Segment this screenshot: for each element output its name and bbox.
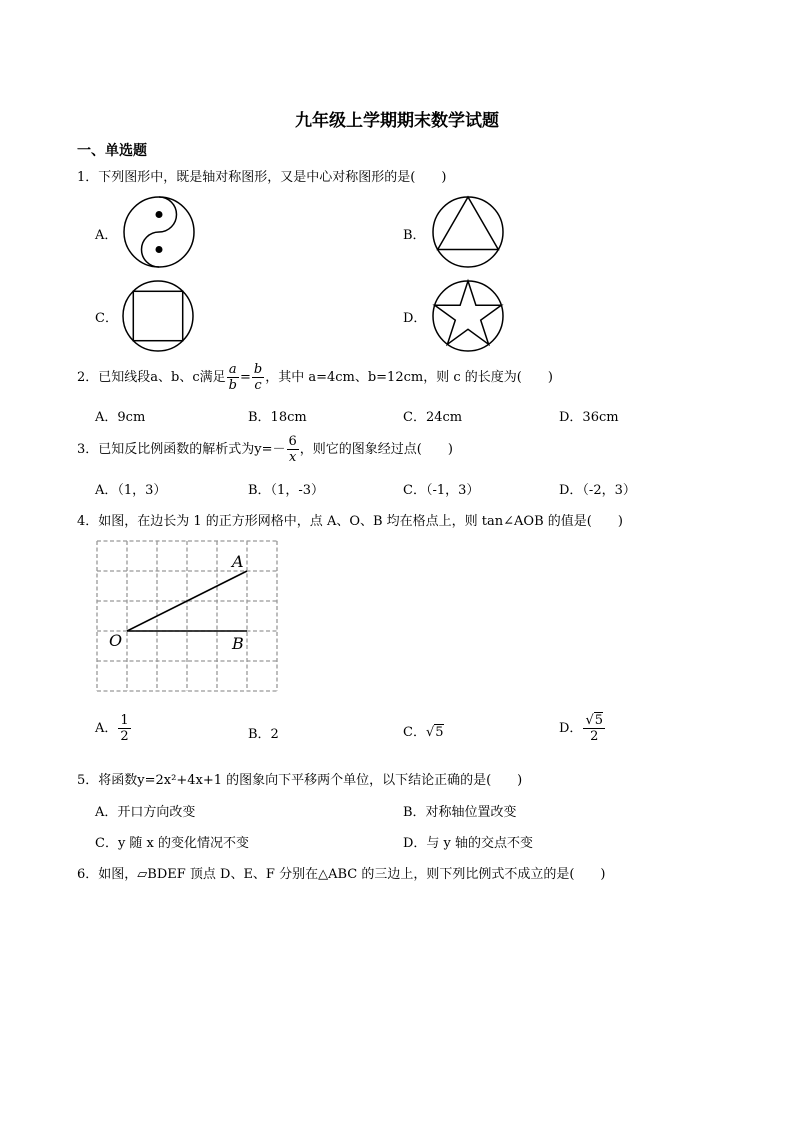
q3-option-d: D．（-2，3） (559, 483, 636, 498)
q5-option-a: A．开口方向改变 (95, 805, 196, 820)
q4-option-a-label: A． (95, 721, 118, 736)
q4d-radicand: 5 (594, 713, 604, 728)
q3-stem-end: ，则它的图象经过点( ) (299, 442, 453, 457)
q4-option-a (95, 711, 132, 747)
q2-frac2-denominator: c (254, 378, 262, 393)
star-in-circle-icon (431, 279, 505, 353)
q2-option-d: D．36cm (559, 410, 619, 425)
q4a-denominator: 2 (120, 729, 129, 744)
q4c-radicand: 5 (435, 725, 444, 740)
q2-stem-end: ，其中 a=4cm、b=12cm，则 c 的长度为( ) (265, 370, 553, 385)
question-6-stem: 6．如图，▱BDEF 顶点 D、E、F 分别在△ABC 的三边上，则下列比例式不成立的是( ) (77, 867, 606, 882)
q2-equals: = (239, 370, 251, 385)
q3-option-c: C．（-1，3） (403, 483, 480, 498)
q4-option-c-label: C． (403, 725, 426, 740)
triangle-in-circle-icon (431, 195, 505, 269)
q2-stem-start: 2．已知线段a、b、c满足 (77, 370, 226, 385)
q1-option-b-label: B． (403, 228, 426, 243)
q4-grid-figure (96, 540, 280, 694)
q2-frac1-denominator: b (228, 378, 237, 393)
q1-option-d-label: D． (403, 311, 427, 326)
grid-lines (97, 541, 277, 691)
q4d-denominator: 2 (590, 729, 599, 744)
question-3-stem (77, 432, 453, 468)
question-1-stem: 1．下列图形中，既是轴对称图形，又是中心对称图形的是( ) (77, 170, 447, 185)
q2-fraction-a-over-b (227, 362, 239, 393)
q2-frac2-numerator: b (253, 362, 263, 377)
q2-option-a: A．9cm (95, 410, 146, 425)
point-o-label: O (109, 631, 123, 650)
yin-yang-icon (122, 195, 196, 269)
question-2-stem (77, 360, 553, 396)
q3-stem-start: 3．已知反比例函数的解析式为y=－ (77, 442, 286, 457)
q2-option-b: B．18cm (248, 410, 307, 425)
q5-option-c: C．y 随 x 的变化情况不变 (95, 836, 250, 851)
q4-option-b: B．2 (248, 727, 279, 742)
q1-option-c-label: C． (95, 311, 118, 326)
q2-fraction-b-over-c (252, 362, 264, 393)
q3-frac-denominator: x (288, 450, 297, 465)
question-5-stem: 5．将函数y=2x²+4x+1 的图象向下平移两个单位，以下结论正确的是( ) (77, 773, 523, 788)
q5-option-b: B．对称轴位置改变 (403, 805, 517, 820)
q3-option-a: A．（1，3） (95, 483, 167, 498)
q4-fraction-sqrt5-over-2 (583, 713, 605, 744)
section-heading: 一、单选题 (77, 143, 147, 159)
q3-fraction-6-over-x (287, 434, 299, 465)
question-4-stem: 4．如图，在边长为 1 的正方形网格中，点 A、O、B 均在格点上，则 tan∠AOB 的值是( ) (77, 514, 623, 529)
q4-option-d-label: D． (559, 721, 583, 736)
q1-option-a-label: A． (95, 228, 118, 243)
q2-frac1-numerator: a (227, 362, 239, 378)
q4a-numerator: 1 (120, 713, 129, 728)
q4-option-c (403, 721, 444, 740)
point-a-label: A (232, 552, 244, 571)
square-in-circle-icon (121, 279, 195, 353)
q2-option-c: C．24cm (403, 410, 463, 425)
q4-fraction-1-over-2 (118, 713, 130, 744)
q3-frac-numerator: 6 (288, 434, 297, 449)
q4-sqrt-5: √5 (425, 725, 444, 740)
page-title: 九年级上学期期末数学试题 (295, 111, 499, 131)
q4d-sqrt-5: √5 (585, 713, 604, 728)
point-b-label: B (232, 634, 244, 653)
q3-option-b: B．（1，-3） (248, 483, 324, 498)
q5-option-d: D．与 y 轴的交点不变 (403, 836, 534, 851)
q4-option-d (559, 709, 606, 749)
